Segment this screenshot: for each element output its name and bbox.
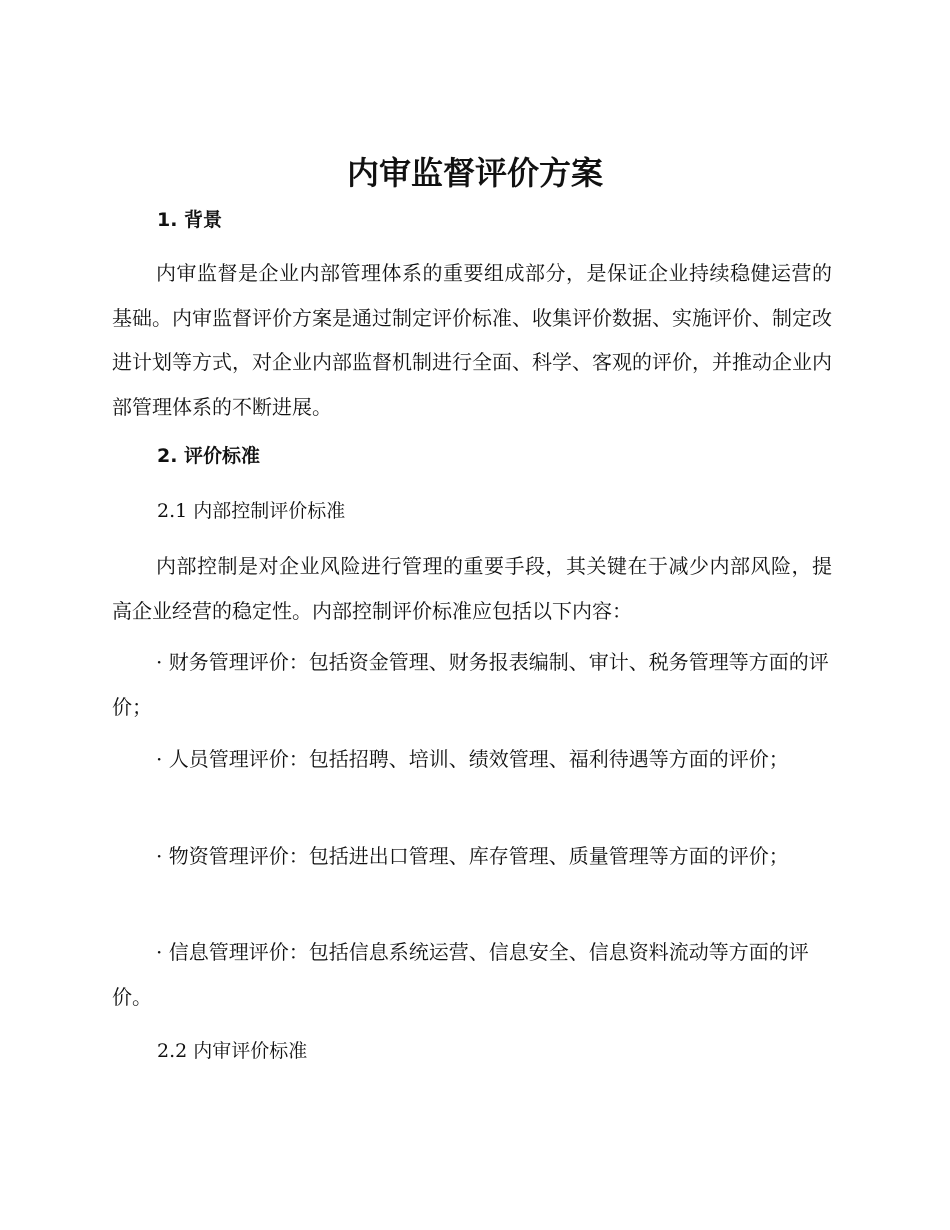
bullet-finance: · 财务管理评价：包括资金管理、财务报表编制、审计、税务管理等方面的评价； — [112, 650, 829, 719]
bullet-item — [112, 737, 832, 782]
background-text: 内审监督是企业内部管理体系的重要组成部分，是保证企业持续稳健运营的基础。内审监督评价方案是通过制定评价标准、收集评价数据、实施评价、制定改进计划等方式，对企业内部监督机制进行全面、科学、客观的评价，并推动企业内部管理体系的不断进展。 — [112, 261, 832, 419]
bullet-personnel: · 人员管理评价：包括招聘、培训、绩效管理、福利待遇等方面的评价； — [156, 747, 789, 771]
bullet-item — [112, 930, 832, 1019]
section-heading-background: 1. 背景 — [157, 209, 223, 231]
internal-control-paragraph — [112, 544, 832, 633]
section-heading-criteria: 2. 评价标准 — [157, 445, 261, 467]
bullet-information: · 信息管理评价：包括信息系统运营、信息安全、信息资料流动等方面的评价。 — [112, 940, 809, 1009]
bullet-item — [112, 834, 832, 879]
internal-control-intro: 内部控制是对企业风险进行管理的重要手段，其关键在于减少内部风险，提高企业经营的稳定性。内部控制评价标准应包括以下内容： — [112, 554, 832, 623]
background-paragraph — [112, 251, 832, 429]
bullet-materials: · 物资管理评价：包括进出口管理、库存管理、质量管理等方面的评价； — [156, 844, 789, 868]
bullet-item — [112, 640, 832, 729]
subsection-heading-internal-control: 2.1 内部控制评价标准 — [157, 500, 346, 522]
subsection-heading-internal-audit: 2.2 内审评价标准 — [157, 1040, 308, 1062]
document-title: 内审监督评价方案 — [346, 154, 603, 192]
